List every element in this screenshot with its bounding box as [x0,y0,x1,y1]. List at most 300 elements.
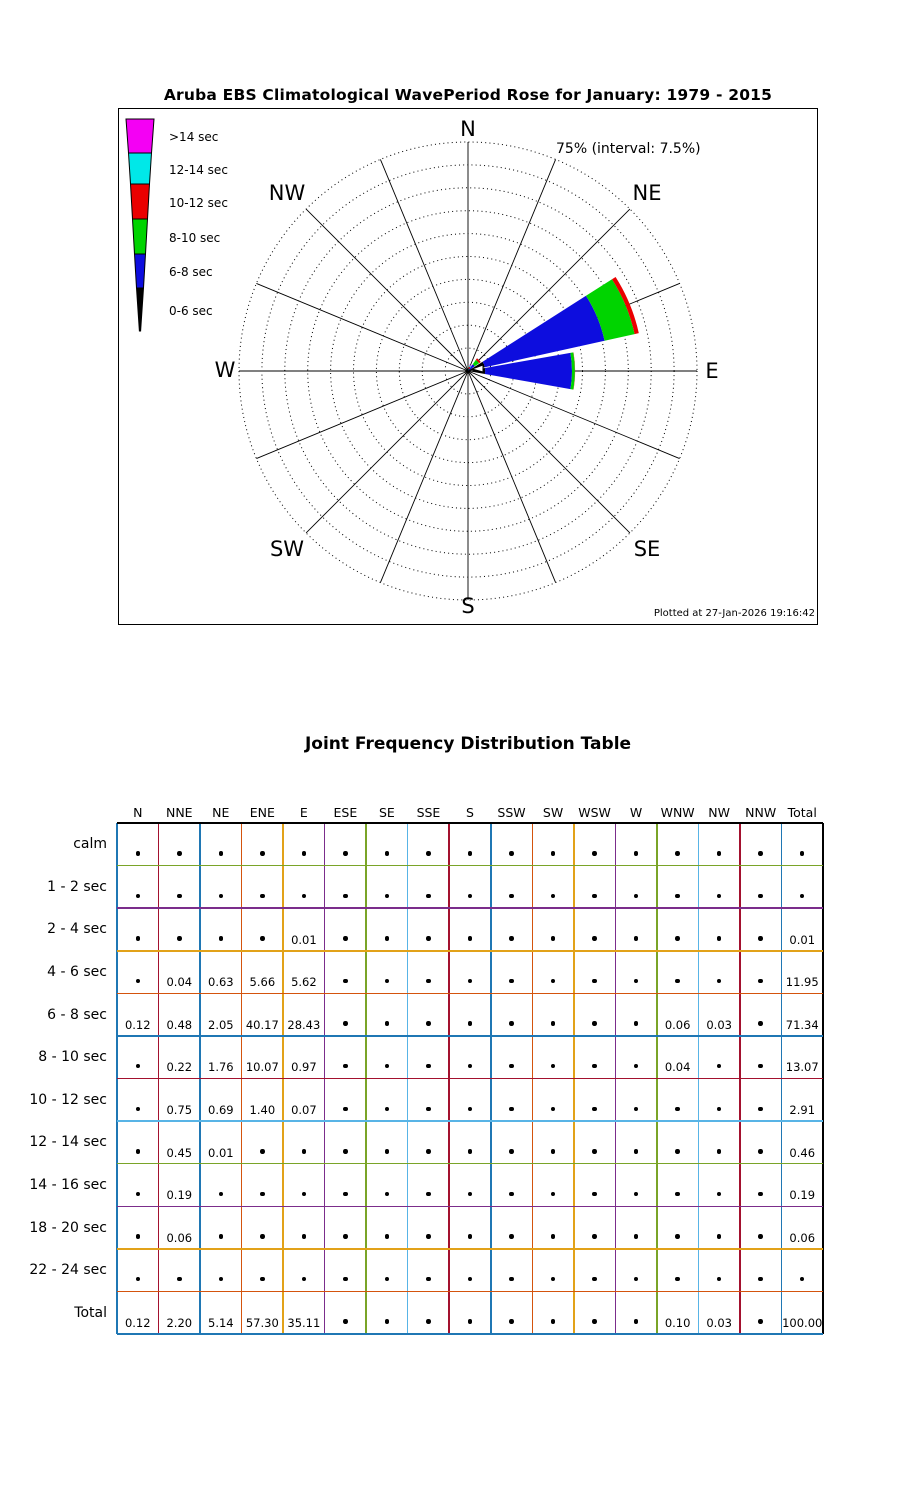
empty-cell-dot [385,1234,390,1239]
table-cell [449,951,491,994]
empty-cell-dot [675,1107,680,1112]
table-cell: 0.75 [166,1103,193,1118]
empty-cell-dot [426,1107,431,1112]
empty-cell-dot [302,894,307,899]
empty-cell-dot [343,1192,348,1197]
table-cell [698,1036,740,1079]
table-cell: 5.66 [249,975,276,990]
table-cell [532,1206,574,1249]
table-cell [117,1249,159,1292]
table-cell [283,1206,325,1249]
table-cell [325,993,367,1036]
empty-cell-dot [302,851,307,856]
table-cell: 0.48 [166,1017,193,1032]
empty-cell-dot [551,1149,556,1154]
table-cell [449,866,491,909]
column-header-nnw: NNW [745,805,777,820]
table-cell [449,1291,491,1334]
table-cell [366,1206,408,1249]
table-cell [117,1079,159,1122]
empty-cell-dot [551,1107,556,1112]
empty-cell-dot [385,894,390,899]
table-hline [117,1333,823,1335]
legend-swatch-4 [133,219,148,254]
empty-cell-dot [634,979,639,984]
empty-cell-dot [343,894,348,899]
empty-cell-dot [758,894,763,899]
table-cell [532,1249,574,1292]
empty-cell-dot [758,1234,763,1239]
table-hline [117,1035,823,1037]
empty-cell-dot [343,1319,348,1324]
empty-cell-dot [758,1149,763,1154]
table-cell [408,951,450,994]
empty-cell-dot [468,1064,473,1069]
empty-cell-dot [634,1149,639,1154]
empty-cell-dot [675,851,680,856]
empty-cell-dot [634,1277,639,1282]
column-header-nw: NW [708,805,731,820]
empty-cell-dot [758,1319,763,1324]
table-cell [574,993,616,1036]
compass-label-nw: NW [268,181,306,205]
table-cell [117,1164,159,1207]
table-cell [574,866,616,909]
table-cell: 0.07 [291,1103,317,1118]
empty-cell-dot [634,851,639,856]
table-cell [532,993,574,1036]
empty-cell-dot [385,1064,390,1069]
empty-cell-dot [343,1149,348,1154]
table-cell [532,1079,574,1122]
table-hline [117,907,823,909]
empty-cell-dot [219,894,224,899]
table-hline [117,1120,823,1122]
table-cell [740,1249,782,1292]
empty-cell-dot [136,1064,141,1069]
empty-cell-dot [551,1319,556,1324]
table-cell [408,1291,450,1334]
empty-cell-dot [177,936,182,941]
table-cell: 0.69 [208,1103,234,1118]
empty-cell-dot [717,1064,722,1069]
table-cell [491,1206,533,1249]
empty-cell-dot [426,1149,431,1154]
empty-cell-dot [468,1149,473,1154]
empty-cell-dot [509,851,514,856]
table-cell [408,1079,450,1122]
empty-cell-dot [717,1192,722,1197]
table-cell: 71.34 [785,1017,819,1032]
table-cell [491,1164,533,1207]
table-cell [449,1206,491,1249]
table-cell: 0.19 [166,1188,193,1203]
empty-cell-dot [426,1277,431,1282]
empty-cell-dot [509,1319,514,1324]
empty-cell-dot [468,1192,473,1197]
table-cell: 28.43 [287,1017,321,1032]
direction-spoke [468,371,556,583]
table-cell [698,823,740,866]
empty-cell-dot [758,1277,763,1282]
table-cell: 0.45 [166,1145,193,1160]
empty-cell-dot [177,894,182,899]
empty-cell-dot [426,1319,431,1324]
table-cell [117,951,159,994]
table-cell: 0.12 [124,1315,151,1330]
legend-swatch-5 [135,254,146,288]
compass-label-sw: SW [269,537,305,561]
table-cell [532,1291,574,1334]
row-label-8: 12 - 14 sec [29,1134,107,1151]
table-cell: 2.20 [166,1315,193,1330]
empty-cell-dot [343,1277,348,1282]
ring-scale-annotation: 75% (interval: 7.5%) [556,141,701,157]
empty-cell-dot [634,1192,639,1197]
column-header-ssw: SSW [497,805,526,820]
table-cell [449,1164,491,1207]
column-header-ese: ESE [333,805,358,820]
table-cell [657,1249,699,1292]
table-cell [532,908,574,951]
table-cell [574,1164,616,1207]
empty-cell-dot [136,894,141,899]
empty-cell-dot [385,1021,390,1026]
table-cell [117,1036,159,1079]
column-header-e: E [299,805,308,820]
table-cell [615,1164,657,1207]
empty-cell-dot [302,1192,307,1197]
table-cell [574,951,616,994]
table-cell: 13.07 [785,1060,819,1075]
table-cell [698,908,740,951]
row-label-12: Total [74,1304,107,1321]
table-cell [781,1249,823,1292]
empty-cell-dot [385,1149,390,1154]
empty-cell-dot [634,1107,639,1112]
empty-cell-dot [758,979,763,984]
direction-spoke [380,371,468,583]
table-cell [283,1249,325,1292]
column-header-n: N [133,805,143,820]
empty-cell-dot [136,979,141,984]
table-cell: 0.03 [706,1315,732,1330]
empty-cell-dot [343,1064,348,1069]
table-cell [449,1079,491,1122]
table-cell [366,993,408,1036]
table-cell [491,951,533,994]
table-cell [657,908,699,951]
table-hline [117,950,823,952]
table-cell [574,1206,616,1249]
column-header-sw: SW [542,805,564,820]
empty-cell-dot [551,1192,556,1197]
table-cell [574,1036,616,1079]
table-cell [657,866,699,909]
empty-cell-dot [385,979,390,984]
empty-cell-dot [219,1234,224,1239]
table-cell [657,1164,699,1207]
empty-cell-dot [177,1277,182,1282]
direction-spoke [468,371,630,533]
empty-cell-dot [717,1107,722,1112]
empty-cell-dot [343,979,348,984]
empty-cell-dot [385,1319,390,1324]
empty-cell-dot [343,1234,348,1239]
empty-cell-dot [385,1277,390,1282]
table-cell [366,908,408,951]
table-cell [698,866,740,909]
empty-cell-dot [717,894,722,899]
direction-spoke [306,209,468,371]
table-cell [491,1121,533,1164]
table-cell [325,1249,367,1292]
table-cell [698,1206,740,1249]
legend-label-5: 6-8 sec [169,265,213,279]
empty-cell-dot [426,1192,431,1197]
row-label-3: 2 - 4 sec [47,921,107,938]
column-header-nne: NNE [165,805,193,820]
table-cell [740,866,782,909]
empty-cell-dot [675,936,680,941]
table-cell [325,951,367,994]
empty-cell-dot [343,1021,348,1026]
empty-cell-dot [385,1107,390,1112]
table-cell [449,1249,491,1292]
empty-cell-dot [136,936,141,941]
table-cell: 0.12 [124,1017,151,1032]
empty-cell-dot [592,851,597,856]
empty-cell-dot [509,1149,514,1154]
empty-cell-dot [551,851,556,856]
table-cell [408,993,450,1036]
legend-label-6: 0-6 sec [169,303,213,318]
table-cell [242,1249,284,1292]
empty-cell-dot [551,979,556,984]
empty-cell-dot [592,1021,597,1026]
table-cell [449,1121,491,1164]
empty-cell-dot [219,936,224,941]
row-label-9: 14 - 16 sec [29,1176,107,1193]
rose-title: Aruba EBS Climatological WavePeriod Rose for January: 1979 - 2015 [163,86,773,104]
table-cell [491,1249,533,1292]
empty-cell-dot [509,1277,514,1282]
legend-label-3: 10-12 sec [169,195,228,210]
empty-cell-dot [634,1021,639,1026]
table-cell [740,823,782,866]
table-cell [657,1079,699,1122]
table-cell [325,1291,367,1334]
column-header-wnw: WNW [660,805,695,820]
table-cell [574,1079,616,1122]
table-cell [449,1036,491,1079]
empty-cell-dot [592,936,597,941]
table-cell [657,951,699,994]
empty-cell-dot [136,1107,141,1112]
table-cell [491,1079,533,1122]
table-hline [117,822,823,824]
table-cell: 0.63 [208,975,234,990]
empty-cell-dot [426,936,431,941]
empty-cell-dot [509,1064,514,1069]
row-label-1: calm [73,836,107,853]
table-cell: 57.30 [245,1315,279,1330]
table-cell [325,1036,367,1079]
compass-label-e: E [705,359,719,383]
table-cell [740,951,782,994]
table-cell [657,1206,699,1249]
table-cell [117,1121,159,1164]
compass-label-w: W [214,358,236,382]
table-hline [117,1206,823,1208]
empty-cell-dot [634,1234,639,1239]
table-cell [242,908,284,951]
empty-cell-dot [136,1277,141,1282]
table-cell [449,908,491,951]
table-cell [615,1121,657,1164]
table-cell [698,1079,740,1122]
table-cell: 2.05 [208,1017,234,1032]
table-cell [366,823,408,866]
table-cell [200,866,242,909]
empty-cell-dot [634,1064,639,1069]
empty-cell-dot [551,1277,556,1282]
table-cell [408,1206,450,1249]
table-cell [532,1164,574,1207]
table-cell [574,1291,616,1334]
empty-cell-dot [758,1064,763,1069]
table-hline [117,865,823,867]
table-cell [574,908,616,951]
row-label-7: 10 - 12 sec [29,1091,107,1108]
empty-cell-dot [426,1021,431,1026]
empty-cell-dot [136,1149,141,1154]
legend-label-1: >14 sec [169,130,219,144]
column-header-s: S [466,805,474,820]
table-hline [117,993,823,995]
table-cell [532,866,574,909]
empty-cell-dot [717,979,722,984]
empty-cell-dot [551,1234,556,1239]
table-cell: 100.00 [782,1315,823,1330]
empty-cell-dot [426,851,431,856]
empty-cell-dot [385,936,390,941]
column-header-total: Total [787,805,817,820]
table-cell [615,866,657,909]
table-title: Joint Frequency Distribution Table [304,734,632,754]
table-cell [366,1036,408,1079]
empty-cell-dot [800,851,805,856]
empty-cell-dot [468,1021,473,1026]
table-cell [532,1036,574,1079]
empty-cell-dot [343,936,348,941]
table-cell [366,1121,408,1164]
empty-cell-dot [260,1277,265,1282]
empty-cell-dot [592,1149,597,1154]
empty-cell-dot [302,1234,307,1239]
table-cell [740,1206,782,1249]
empty-cell-dot [675,1192,680,1197]
table-cell [657,1121,699,1164]
empty-cell-dot [219,851,224,856]
column-header-se: SE [379,805,395,820]
table-cell [325,1206,367,1249]
table-cell [574,1249,616,1292]
empty-cell-dot [634,894,639,899]
empty-cell-dot [551,894,556,899]
empty-cell-dot [551,936,556,941]
table-cell [532,951,574,994]
empty-cell-dot [592,1277,597,1282]
empty-cell-dot [758,1192,763,1197]
table-cell: 11.95 [785,975,819,990]
table-cell [698,1164,740,1207]
table-cell [242,1121,284,1164]
table-cell [242,823,284,866]
empty-cell-dot [219,1277,224,1282]
empty-cell-dot [675,1149,680,1154]
direction-spoke [306,371,468,533]
table-cell [781,823,823,866]
table-cell [615,1291,657,1334]
table-cell [366,1249,408,1292]
table-cell: 0.97 [291,1060,317,1075]
table-cell [200,1164,242,1207]
table-cell: 0.06 [166,1230,193,1245]
table-cell: 40.17 [245,1017,279,1032]
empty-cell-dot [800,894,805,899]
table-cell: 0.19 [789,1188,816,1203]
table-cell [740,1121,782,1164]
empty-cell-dot [260,1149,265,1154]
empty-cell-dot [343,851,348,856]
empty-cell-dot [136,851,141,856]
empty-cell-dot [592,1234,597,1239]
table-cell [200,1206,242,1249]
table-cell: 0.01 [789,932,816,947]
empty-cell-dot [551,1021,556,1026]
table-cell [366,951,408,994]
table-cell [325,1121,367,1164]
rose-plot-box [118,108,818,625]
table-cell [698,951,740,994]
table-cell [532,823,574,866]
empty-cell-dot [509,1192,514,1197]
empty-cell-dot [177,851,182,856]
empty-cell-dot [717,851,722,856]
rose-wedge-ene-segment [483,296,605,368]
table-cell [740,1036,782,1079]
empty-cell-dot [634,1319,639,1324]
empty-cell-dot [468,894,473,899]
empty-cell-dot [509,1234,514,1239]
empty-cell-dot [592,1319,597,1324]
empty-cell-dot [592,979,597,984]
table-cell [159,823,201,866]
table-cell: 0.06 [664,1017,691,1032]
table-cell [159,908,201,951]
table-cell [242,866,284,909]
empty-cell-dot [385,1192,390,1197]
table-cell [408,1036,450,1079]
empty-cell-dot [592,894,597,899]
empty-cell-dot [468,1234,473,1239]
empty-cell-dot [675,894,680,899]
empty-cell-dot [717,1234,722,1239]
empty-cell-dot [758,1107,763,1112]
empty-cell-dot [136,1192,141,1197]
table-cell [283,866,325,909]
